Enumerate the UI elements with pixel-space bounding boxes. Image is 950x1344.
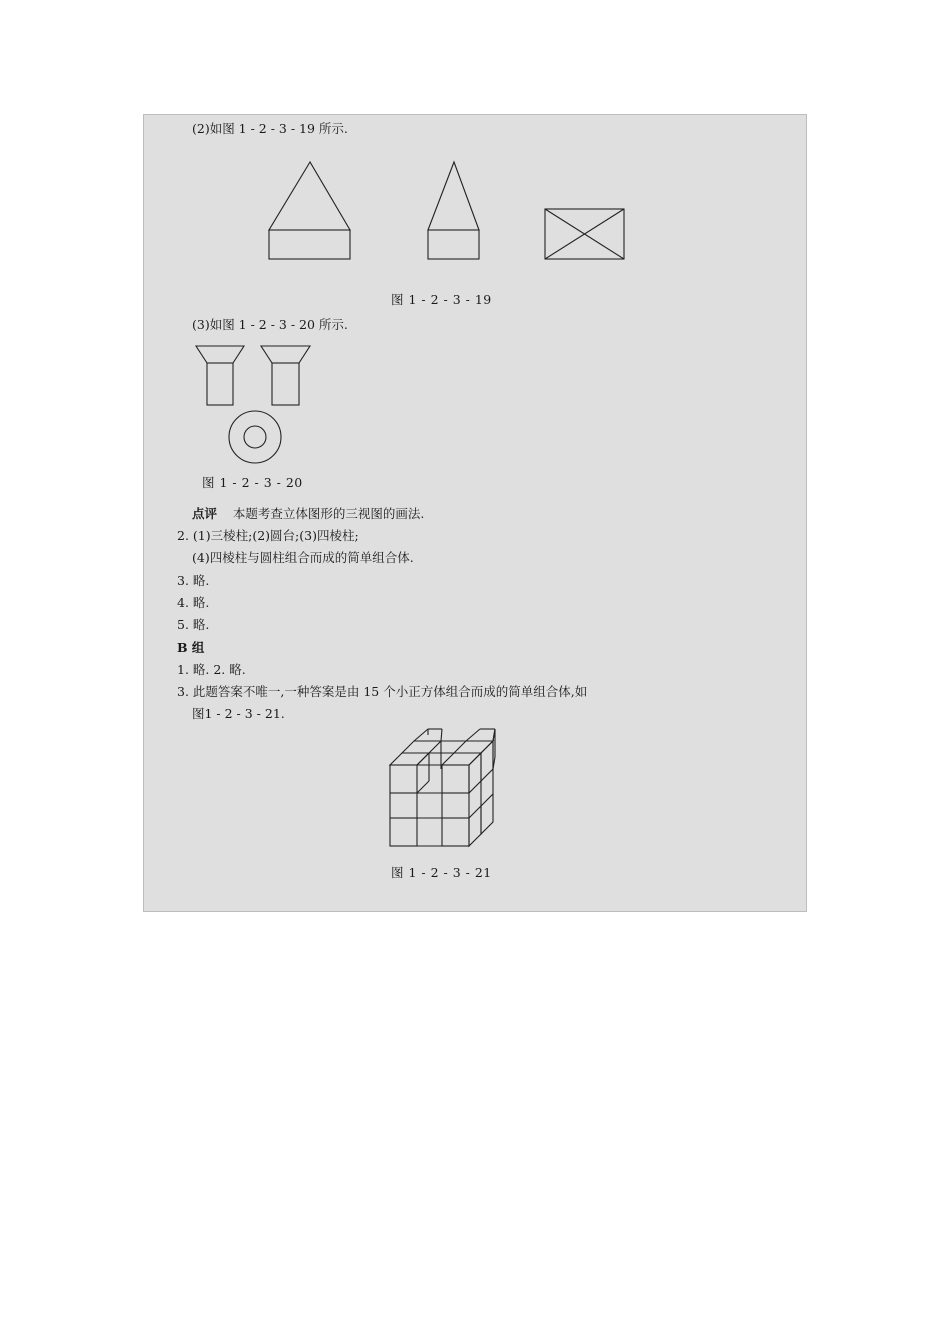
answer-2-cont: (4)四棱柱与圆柱组合而成的简单组合体.: [192, 550, 414, 565]
caption-19: 图 1 - 2 - 3 - 19: [391, 292, 492, 307]
text-line: (3)如图 1 - 2 - 3 - 20 所示.: [192, 317, 348, 332]
answer-5: 5. 略.: [177, 617, 210, 632]
group-b-heading: B 组: [177, 640, 205, 655]
answer-2: 2. (1)三棱柱;(2)圆台;(3)四棱柱;: [177, 528, 359, 543]
answer-3: 3. 略.: [177, 573, 210, 588]
comment-text: 本题考查立体图形的三视图的画法.: [232, 506, 425, 521]
answer-b1: 1. 略. 2. 略.: [177, 662, 246, 677]
caption-20: 图 1 - 2 - 3 - 20: [202, 475, 303, 490]
answer-b3-cont: 图1 - 2 - 3 - 21.: [192, 706, 285, 721]
side-faces: [417, 729, 495, 846]
caption-21: 图 1 - 2 - 3 - 21: [391, 865, 492, 880]
answer-4: 4. 略.: [177, 595, 210, 610]
figure-1-2-3-21: [144, 115, 808, 913]
answer-b3: 3. 此题答案不唯一,一种答案是由 15 个小正方体组合而成的简单组合体,如: [177, 684, 588, 699]
comment-label: 点评: [192, 506, 218, 521]
text-line: (2)如图 1 - 2 - 3 - 19 所示.: [192, 121, 348, 136]
scanned-page: [143, 114, 807, 912]
top-faces: [390, 729, 495, 765]
